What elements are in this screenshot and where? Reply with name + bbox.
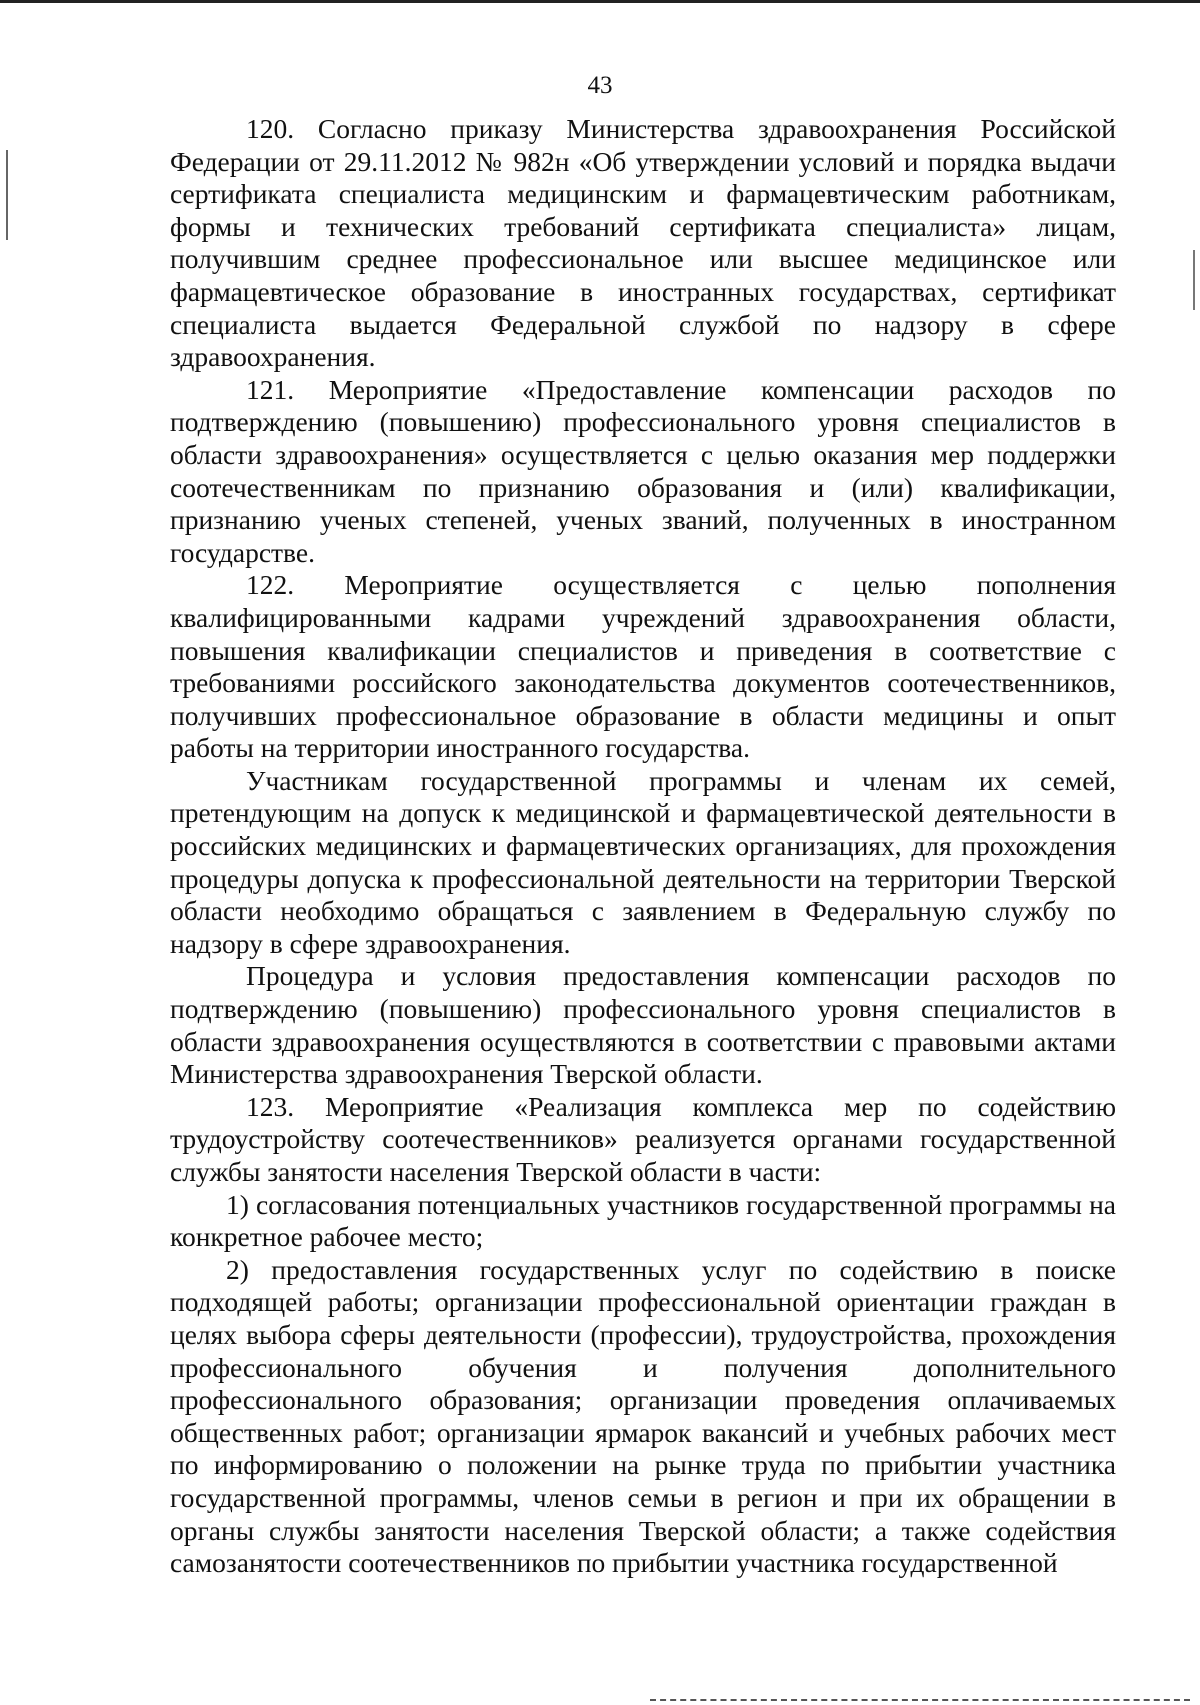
paragraph-procedure: Процедура и условия предоставления компенсации расходов по подтверждению (повышению) профессионального уровня специалистов в области здравоохранения осуществляются в соответствии с правовыми актами Министерства здравоохранения Тверской области. bbox=[170, 960, 1116, 1090]
paragraph-121: 121. Мероприятие «Предоставление компенсации расходов по подтверждению (повышению) профессионального уровня специалистов в области здравоохранения» осуществляется с целью оказания мер поддержки соотечественникам по признанию образования и (или) квалификации, признанию ученых степеней, ученых званий, полученных в иностранном государстве. bbox=[170, 373, 1116, 568]
paragraph-122: 122. Мероприятие осуществляется с целью пополнения квалифицированными кадрами учреждений здравоохранения области, повышения квалификации специалистов и приведения в соответствие с требованиями российского законодательства документов соотечественников, получивших профессиональное образование в области медицины и опыт работы на территории иностранного государства. bbox=[170, 569, 1116, 764]
list-item-2: 2) предоставления государственных услуг по содействию в поиске подходящей работы; организации профессиональной ориентации граждан в целях выбора сферы деятельности (профессии), трудоустройства, прохождения профессионального обучения и получения дополнительного профессионального образования; организации проведения оплачиваемых общественных работ; организации ярмарок вакансий и учебных рабочих мест по информированию о положении на рынке труда по прибытии участника государственной программы, членов семьи в регион и при их обращении в органы службы занятости населения Тверской области; а также содействия самозанятости соотечественников по прибытии участника государственной bbox=[170, 1253, 1116, 1579]
scan-bottom-edge bbox=[650, 1699, 1190, 1701]
paragraph-participants: Участникам государственной программы и членам их семей, претендующим на допуск к медицинской и фармацевтической деятельности в российских медицинских и фармацевтических организациях, для прохождения процедуры допуска к профессиональной деятельности на территории Тверской области необходимо обращаться с заявлением в Федеральную службу по надзору в сфере здравоохранения. bbox=[170, 764, 1116, 959]
scan-top-edge bbox=[0, 0, 1200, 3]
document-body bbox=[170, 113, 1116, 1580]
scan-margin-mark bbox=[1193, 250, 1195, 310]
page-number: 43 bbox=[587, 72, 613, 99]
paragraph-120: 120. Согласно приказу Министерства здравоохранения Российской Федерации от 29.11.2012 № 982н «Об утверждении условий и порядка выдачи сертификата специалиста медицинским и фармацевтическим работникам, формы и технических требований сертификата специалиста» лицам, получившим среднее профессиональное или высшее медицинское или фармацевтическое образование в иностранных государствах, сертификат специалиста выдается Федеральной службой по надзору в сфере здравоохранения. bbox=[170, 113, 1116, 373]
scan-margin-mark bbox=[6, 150, 8, 240]
paragraph-123: 123. Мероприятие «Реализация комплекса мер по содействию трудоустройству соотечественников» реализуется органами государственной службы занятости населения Тверской области в части: bbox=[170, 1090, 1116, 1187]
list-item-1: 1) согласования потенциальных участников государственной программы на конкретное рабочее место; bbox=[170, 1188, 1116, 1253]
